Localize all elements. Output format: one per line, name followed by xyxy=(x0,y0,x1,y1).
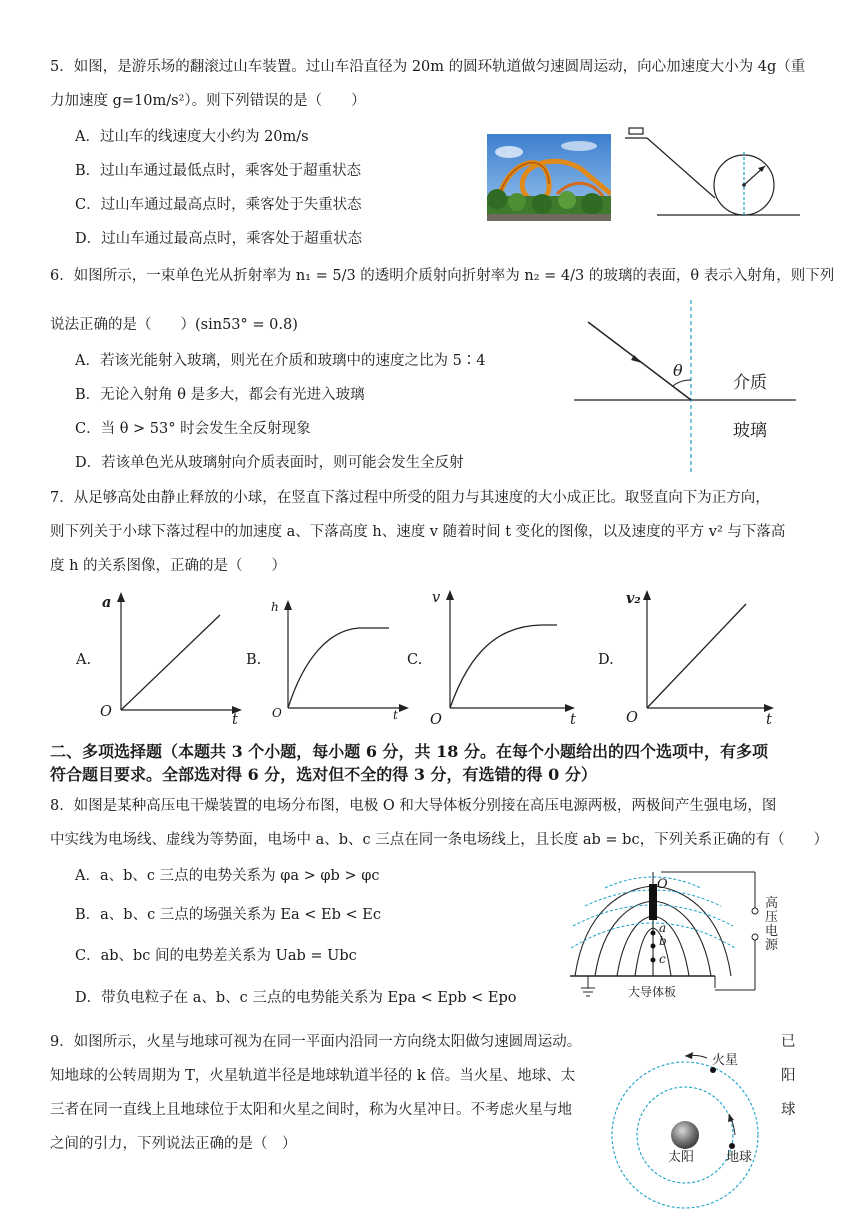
electrode-o-label: O xyxy=(657,877,668,892)
roller-coaster-photo xyxy=(487,134,611,221)
section2-heading-line2: 符合题目要求。全部选对得 6 分，选对但不全的得 3 分，有选错的得 0 分） xyxy=(50,765,597,784)
graph-c-origin: O xyxy=(430,712,442,728)
graph-b-origin: O xyxy=(272,706,282,720)
medium-label: 介质 xyxy=(733,373,767,393)
graph-d xyxy=(638,588,780,718)
graph-b-ylabel: h xyxy=(271,600,279,614)
q9-stem-line1: 9．如图所示，火星与地球可视为在同一平面内沿同一方向绕太阳做匀速圆周运动。 xyxy=(50,1034,582,1050)
graph-c-option: C. xyxy=(407,652,423,668)
q6-option-a: A．若该光能射入玻璃，则光在介质和玻璃中的速度之比为 5∶4 xyxy=(75,353,486,369)
q6-option-c: C．当 θ > 53° 时会发生全反射现象 xyxy=(75,421,311,437)
graph-b xyxy=(279,598,414,718)
mars-label: 火星 xyxy=(712,1053,739,1068)
point-b-label: b xyxy=(659,934,667,948)
q7-stem-line3: 度 h 的关系图像，正确的是（ ） xyxy=(50,558,287,574)
graph-c xyxy=(441,588,581,718)
graph-c-ylabel: v xyxy=(432,590,441,606)
q5-stem-line2: 力加速度 g=10m/s²）。则下列错误的是（ ） xyxy=(50,93,366,109)
graph-a-xlabel: t xyxy=(232,712,238,728)
q5-option-a: A．过山车的线速度大小约为 20m/s xyxy=(75,129,309,145)
q9-stem-line3-tail: 球 xyxy=(781,1102,796,1118)
orbit-diagram xyxy=(605,1040,785,1216)
q8-option-c: C．ab、bc 间的电势差关系为 Uab = Ubc xyxy=(75,948,357,964)
sun-label: 太阳 xyxy=(668,1150,695,1165)
q8-option-d: D．带负电粒子在 a、b、c 三点的电势能关系为 Epa < Epb < Epo xyxy=(75,990,517,1006)
point-c-label: c xyxy=(659,952,666,966)
q6-option-b: B．无论入射角 θ 是多大，都会有光进入玻璃 xyxy=(75,387,365,403)
graph-a-option: A. xyxy=(76,652,92,668)
q6-stem-line1: 6．如图所示，一束单色光从折射率为 n₁ = 5/3 的透明介质射向折射率为 n₂ = 4/3 的玻璃的表面，θ 表示入射角，则下列 xyxy=(50,268,835,284)
loop-track-diagram xyxy=(625,122,805,222)
q5-option-b: B．过山车通过最低点时，乘客处于超重状态 xyxy=(75,163,362,179)
q9-stem-line2: 知地球的公转周期为 T，火星轨道半径是地球轨道半径的 k 倍。当火星、地球、太 xyxy=(50,1068,576,1084)
graph-d-origin: O xyxy=(626,710,638,726)
q9-stem-line3: 三者在同一直线上且地球位于太阳和火星之间时，称为火星冲日。不考虑火星与地 xyxy=(50,1102,572,1118)
earth-label: 地球 xyxy=(726,1150,753,1165)
graph-b-xlabel: t xyxy=(393,708,398,722)
graph-a xyxy=(112,590,247,725)
graph-d-ylabel: v₂ xyxy=(626,590,641,607)
theta-label: θ xyxy=(673,361,683,380)
q8-option-b: B．a、b、c 三点的场强关系为 Ea < Eb < Ec xyxy=(75,907,381,923)
q5-option-c: C．过山车通过最高点时，乘客处于失重状态 xyxy=(75,197,362,213)
q9-stem-line1-tail: 已 xyxy=(781,1034,796,1050)
q5-stem-line1: 5．如图，是游乐场的翻滚过山车装置。过山车沿直径为 20m 的圆环轨道做匀速圆周运动，向心加速度大小为 4g（重 xyxy=(50,59,806,75)
electric-field-diagram xyxy=(565,868,795,1003)
graph-c-xlabel: t xyxy=(570,712,576,728)
q6-option-d: D．若该单色光从玻璃射向介质表面时，则可能会发生全反射 xyxy=(75,455,464,471)
q7-stem-line1: 7．从足够高处由静止释放的小球，在竖直下落过程中所受的阻力与其速度的大小成正比。取竖直向下为正方向， xyxy=(50,490,770,506)
q8-option-a: A．a、b、c 三点的电势关系为 φa > φb > φc xyxy=(75,868,380,884)
glass-label: 玻璃 xyxy=(733,421,767,441)
point-a-label: a xyxy=(659,921,667,935)
graph-d-option: D. xyxy=(598,652,614,668)
graph-b-option: B. xyxy=(246,652,262,668)
q8-stem-line1: 8．如图是某种高压电干燥装置的电场分布图，电极 O 和大导体板分别接在高压电源两极，两极间产生强电场，图 xyxy=(50,798,777,814)
graph-a-origin: O xyxy=(100,704,112,720)
power-source-label: 高压电源 xyxy=(765,896,779,953)
conductor-plate-label: 大导体板 xyxy=(628,985,677,999)
q5-option-d: D．过山车通过最高点时，乘客处于超重状态 xyxy=(75,231,363,247)
graph-a-ylabel: a xyxy=(102,594,112,611)
q6-stem-line2: 说法正确的是（ ）(sin53° = 0.8) xyxy=(50,317,298,333)
graph-d-xlabel: t xyxy=(766,712,772,728)
q9-stem-line2-tail: 阳 xyxy=(781,1068,796,1084)
q7-stem-line2: 则下列关于小球下落过程中的加速度 a、下落高度 h、速度 v 随着时间 t 变化的图像，以及速度的平方 v² 与下落高 xyxy=(50,524,786,540)
q9-stem-line4: 之间的引力，下列说法正确的是（ ） xyxy=(50,1136,297,1152)
section2-heading-line1: 二、多项选择题（本题共 3 个小题，每小题 6 分，共 18 分。在每个小题给出的四个选项中，有多项 xyxy=(50,742,768,761)
q8-stem-line2: 中实线为电场线、虚线为等势面，电场中 a、b、c 三点在同一条电场线上，且长度 ab = bc，下列关系正确的有（ ） xyxy=(50,832,829,848)
